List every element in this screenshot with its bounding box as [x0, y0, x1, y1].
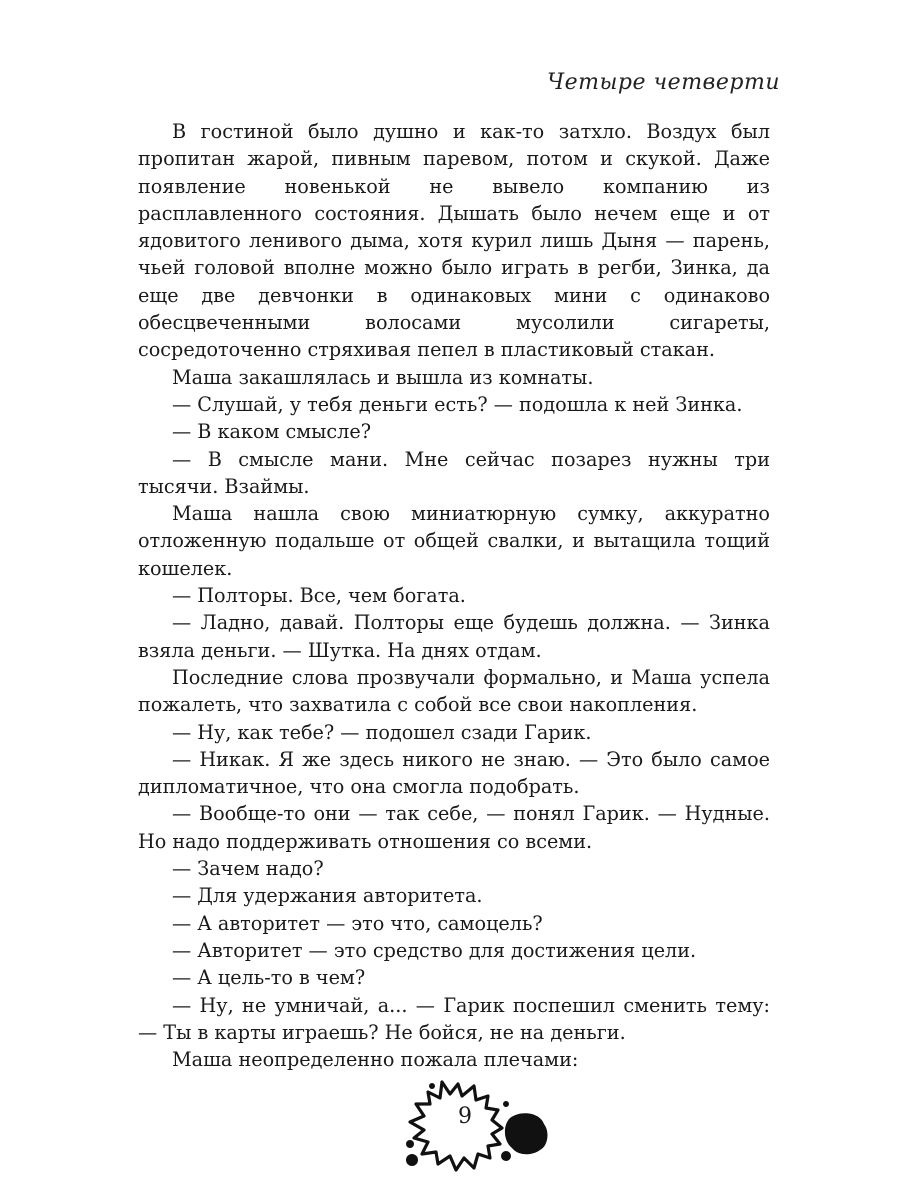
paragraph: — Ладно, давай. Полторы еще будешь должна. — Зинка взяла деньги. — Шутка. На днях отдам.	[138, 611, 770, 662]
paragraph: Последние слова прозвучали формально, и Маша успела пожалеть, что захватила с собой все свои накопления.	[138, 665, 770, 717]
paragraph: — Вообще-то они — так себе, — понял Гарик. — Нудные. Но надо поддерживать отношения со всеми.	[138, 802, 770, 853]
running-head: Четыре четверти	[547, 70, 780, 95]
page-number: 9	[458, 1104, 472, 1129]
paragraph: Маша закашлялась и вышла из комнаты.	[172, 365, 594, 389]
paragraph: Маша нашла свою миниатюрную сумку, аккуратно отложенную подальше от общей свалки, и вытащила тощий кошелек.	[138, 502, 770, 580]
paragraph: — А авторитет — это что, самоцель?	[172, 911, 543, 935]
paragraph: — Зачем надо?	[172, 857, 324, 881]
paragraph: — Полторы. Все, чем богата.	[172, 584, 466, 608]
paragraph: — Ну, не умничай, а... — Гарик поспешил сменить тему: — Ты в карты играешь? Не бойся, не на деньги.	[138, 993, 770, 1044]
paragraph: — Слушай, у тебя деньги есть? — подошла к ней Зинка.	[172, 392, 743, 416]
paragraph: В гостиной было душно и как-то затхло. Воздух был пропитан жарой, пивным паревом, потом и скукой. Даже появление новенькой не вывело компанию из расплавленного состояния. Дышать было нечем еще и от ядовитого ленивого дыма, хотя курил лишь Дыня — парень, чьей головой вполне можно было играть в регби, Зинка, да еще две девчонки в одинаковых мини с одинаково обесцвеченными волосами мусолили сигареты, сосредоточенно стряхивая пепел в пластиковый стакан.	[138, 120, 770, 362]
paragraph: — В смысле мани. Мне сейчас позарез нужны три тысячи. Взаймы.	[138, 447, 770, 498]
body-text	[138, 118, 770, 1073]
paragraph: — Для удержания авторитета.	[172, 884, 483, 908]
paragraph: — Авторитет — это средство для достижения цели.	[172, 938, 697, 962]
paragraph: — В каком смысле?	[172, 420, 372, 444]
paragraph: Маша неопределенно пожала плечами:	[172, 1048, 579, 1072]
paragraph: — Никак. Я же здесь никого не знаю. — Это было самое дипломатичное, что она смогла подобрать.	[138, 747, 770, 799]
paragraph: — А цель-то в чем?	[172, 966, 366, 990]
paragraph: — Ну, как тебе? — подошел сзади Гарик.	[172, 720, 592, 744]
page-number-ornament	[402, 1076, 554, 1180]
